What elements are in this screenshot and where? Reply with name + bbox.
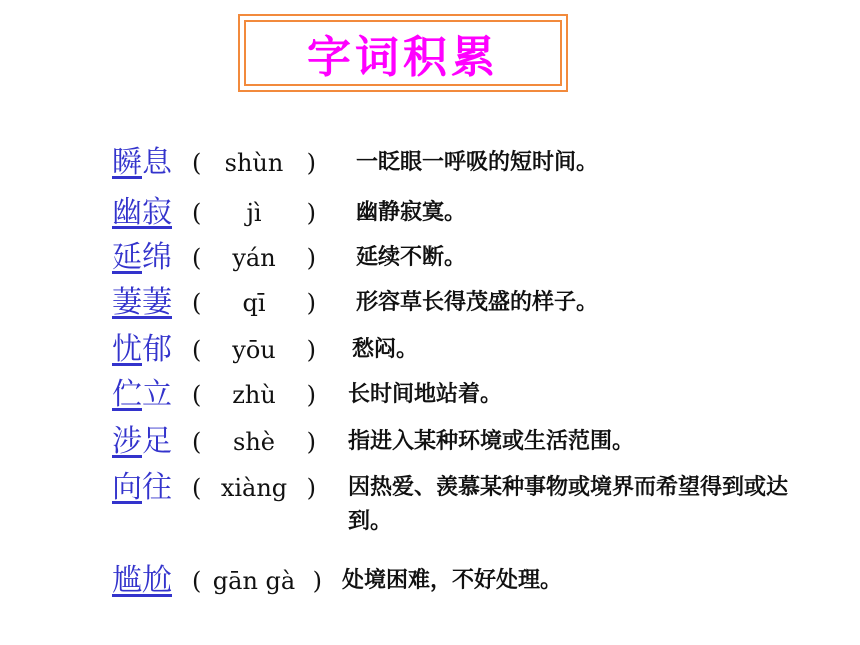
vocab-word [112, 330, 172, 370]
vocab-word-char-2: 足 [142, 424, 172, 459]
vocab-row [0, 422, 860, 462]
vocab-word-char-1: 涉 [112, 424, 142, 459]
paren-open: ( [192, 244, 202, 272]
pinyin-text: jì [246, 199, 262, 227]
vocab-word [112, 193, 172, 233]
vocab-word-char-1: 幽 [112, 195, 142, 230]
definition: 一眨眼一呼吸的短时间。 [356, 150, 599, 175]
vocab-row [0, 193, 860, 233]
page-title: 字词积累 [307, 32, 499, 83]
paren-close: ) [306, 199, 316, 227]
definition: 因热爱、羡慕某种事物或境界而希望得到或达到。 [348, 475, 789, 534]
vocab-row [0, 561, 860, 601]
pinyin-text: yōu [232, 336, 276, 364]
vocab-word-char-1: 延 [112, 240, 142, 275]
pinyin-text: shè [233, 428, 275, 456]
vocab-word-char-1: 尴 [112, 563, 142, 598]
paren-open: ( [192, 567, 202, 595]
paren-close: ) [306, 336, 316, 364]
pinyin-text: zhù [232, 381, 276, 409]
title-box [238, 14, 568, 92]
vocab-word [112, 375, 172, 415]
paren-open: ( [192, 474, 202, 502]
definition: 愁闷。 [352, 337, 419, 362]
vocab-row [0, 330, 860, 370]
vocab-word-char-2: 绵 [142, 240, 172, 275]
vocab-word-char-2: 寂 [142, 195, 172, 230]
vocab-row [0, 143, 860, 183]
paren-open: ( [192, 199, 202, 227]
vocab-word [112, 422, 172, 462]
vocab-word-char-1: 向 [112, 470, 142, 505]
vocab-row [0, 283, 860, 323]
paren-open: ( [192, 381, 202, 409]
definition: 形容草长得茂盛的样子。 [356, 290, 599, 315]
paren-open: ( [192, 336, 202, 364]
pinyin-text: shùn [224, 149, 284, 177]
vocab-word-char-1: 伫 [112, 377, 142, 412]
paren-close: ) [306, 149, 316, 177]
vocab-word-char-1: 瞬 [112, 145, 142, 180]
vocab-word-char-2: 郁 [142, 332, 172, 367]
definition: 幽静寂寞。 [356, 200, 467, 225]
vocab-word [112, 143, 172, 183]
paren-close: ) [306, 244, 316, 272]
pinyin-text: gān gà [212, 567, 296, 595]
vocab-word [112, 468, 172, 508]
pinyin-text: qī [242, 289, 266, 317]
vocab-word [112, 238, 172, 278]
vocab-row [0, 468, 860, 548]
paren-open: ( [192, 289, 202, 317]
vocab-word-char-2: 萋 [142, 285, 172, 320]
vocab-word-char-2: 尬 [142, 563, 172, 598]
paren-close: ) [306, 381, 316, 409]
paren-close: ) [306, 428, 316, 456]
definition: 长时间地站着。 [348, 382, 503, 407]
vocab-row [0, 238, 860, 278]
paren-open: ( [192, 149, 202, 177]
paren-close: ) [312, 567, 322, 595]
paren-close: ) [306, 289, 316, 317]
vocab-row [0, 375, 860, 415]
vocab-word [112, 283, 172, 323]
definition: 延续不断。 [356, 245, 467, 270]
vocab-word-char-1: 忧 [112, 332, 142, 367]
vocab-word-char-2: 息 [142, 145, 172, 180]
vocab-word-char-2: 立 [142, 377, 172, 412]
paren-open: ( [192, 428, 202, 456]
definition: 指进入某种环境或生活范围。 [348, 429, 635, 454]
paren-close: ) [306, 474, 316, 502]
title-inner-border [244, 20, 562, 86]
pinyin-text: yán [232, 244, 276, 272]
vocab-word [112, 561, 172, 601]
pinyin-text: xiàng [220, 474, 288, 502]
vocab-word-char-1: 萋 [112, 285, 142, 320]
vocab-word-char-2: 往 [142, 470, 172, 505]
definition: 处境困难，不好处理。 [342, 568, 563, 593]
